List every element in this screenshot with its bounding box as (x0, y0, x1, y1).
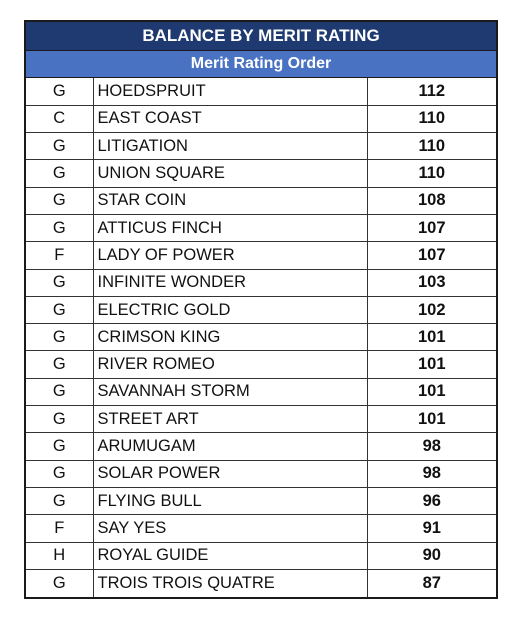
row-rating-cell: 91 (367, 515, 496, 542)
row-rating-cell: 110 (367, 133, 496, 160)
table-row (26, 133, 496, 160)
table-subtitle: Merit Rating Order (26, 51, 496, 78)
row-code-cell: G (26, 351, 93, 378)
row-name-cell: FLYING BULL (93, 487, 367, 514)
row-code-cell: G (26, 187, 93, 214)
row-name-cell: LITIGATION (93, 133, 367, 160)
ratings-table (26, 78, 496, 597)
row-name-cell: RIVER ROMEO (93, 351, 367, 378)
row-name-cell: ELECTRIC GOLD (93, 296, 367, 323)
table-body (26, 78, 496, 597)
row-rating-cell: 103 (367, 269, 496, 296)
table-row (26, 105, 496, 132)
table-row (26, 406, 496, 433)
row-name-cell: STAR COIN (93, 187, 367, 214)
row-name-cell: CRIMSON KING (93, 324, 367, 351)
row-rating-cell: 96 (367, 487, 496, 514)
table-row (26, 296, 496, 323)
row-code-cell: G (26, 324, 93, 351)
row-name-cell: TROIS TROIS QUATRE (93, 569, 367, 596)
row-code-cell: G (26, 487, 93, 514)
row-code-cell: G (26, 160, 93, 187)
row-code-cell: G (26, 378, 93, 405)
row-name-cell: SOLAR POWER (93, 460, 367, 487)
row-name-cell: HOEDSPRUIT (93, 78, 367, 105)
row-rating-cell: 101 (367, 406, 496, 433)
row-rating-cell: 90 (367, 542, 496, 569)
row-name-cell: ATTICUS FINCH (93, 214, 367, 241)
table-row (26, 351, 496, 378)
table-row (26, 487, 496, 514)
row-rating-cell: 107 (367, 214, 496, 241)
row-code-cell: G (26, 214, 93, 241)
row-rating-cell: 101 (367, 378, 496, 405)
merit-rating-table (24, 20, 498, 599)
row-code-cell: G (26, 460, 93, 487)
row-rating-cell: 101 (367, 351, 496, 378)
row-name-cell: LADY OF POWER (93, 242, 367, 269)
row-rating-cell: 87 (422, 573, 441, 592)
table-row (26, 433, 496, 460)
table-row (26, 214, 496, 241)
table-row (26, 160, 496, 187)
row-name-cell: ROYAL GUIDE (93, 542, 367, 569)
row-code-cell: F (26, 515, 93, 542)
table-row (26, 324, 496, 351)
table-row (26, 542, 496, 569)
table-row (26, 187, 496, 214)
row-code-cell: G (26, 296, 93, 323)
row-name-cell: INFINITE WONDER (93, 269, 367, 296)
row-code-cell: G (26, 569, 93, 596)
row-code-cell: G (26, 269, 93, 296)
row-name-cell: STREET ART (93, 406, 367, 433)
row-code-cell: F (26, 242, 93, 269)
table-row (26, 460, 496, 487)
row-code-cell: C (26, 105, 93, 132)
row-rating-cell: 107 (367, 242, 496, 269)
row-rating-cell: 108 (367, 187, 496, 214)
row-code-cell: G (26, 133, 93, 160)
row-rating-cell: 110 (367, 105, 496, 132)
page-title: BALANCE BY MERIT RATING (26, 22, 496, 51)
row-name-cell: SAVANNAH STORM (93, 378, 367, 405)
table-row (26, 569, 496, 596)
table-row (26, 378, 496, 405)
row-rating-cell: 102 (367, 296, 496, 323)
row-rating-cell: 98 (367, 460, 496, 487)
row-code-cell: G (26, 78, 93, 105)
table-row (26, 515, 496, 542)
row-name-cell: ARUMUGAM (93, 433, 367, 460)
row-name-cell: SAY YES (93, 515, 367, 542)
row-code-cell: G (26, 406, 93, 433)
row-rating-cell: 98 (367, 433, 496, 460)
table-row (26, 242, 496, 269)
table-row (26, 78, 496, 105)
row-code-cell: G (26, 433, 93, 460)
row-code-cell: H (26, 542, 93, 569)
row-name-cell: UNION SQUARE (93, 160, 367, 187)
row-name-cell: EAST COAST (93, 105, 367, 132)
row-rating-cell: 110 (367, 160, 496, 187)
table-row (26, 269, 496, 296)
row-rating-cell: 112 (367, 78, 496, 105)
row-rating-cell: 101 (367, 324, 496, 351)
